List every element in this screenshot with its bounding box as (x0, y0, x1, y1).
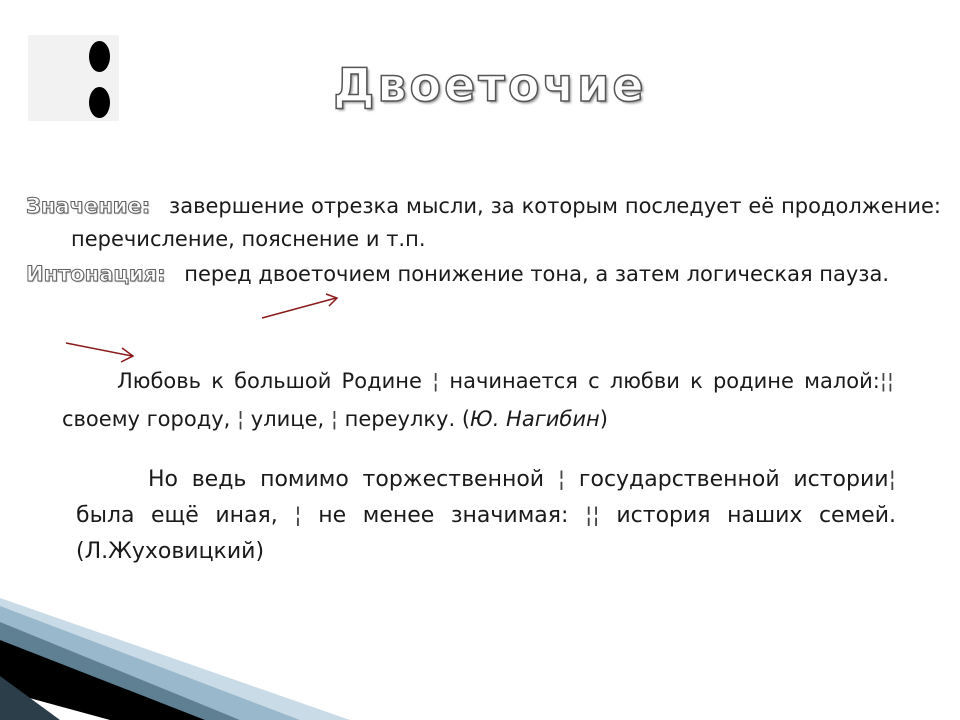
meaning-text: завершение отрезка мысли, за которым последует её продолжение: перечисление, пояснение и т.п. (71, 194, 941, 251)
example1-closing: ) (599, 407, 608, 431)
pause-mark: ¦ (237, 407, 245, 431)
example2-part3: была ещё иная, (76, 503, 278, 528)
example2-part2: государственной истории (578, 467, 889, 492)
pause-mark: ¦ (294, 503, 302, 528)
pause-mark: ¦ (432, 369, 440, 393)
pause-mark-double: ¦¦ (879, 369, 894, 393)
example2-part4: не менее значимая: (318, 503, 569, 528)
example1-part3: своему городу, (62, 407, 231, 431)
example2-part5: история наших семей. (Л.Жуховицкий) (76, 503, 896, 564)
pause-mark: ¦ (330, 407, 338, 431)
example1-part1: Любовь к большой Родине (117, 369, 422, 393)
example2-part1: Но ведь помимо торжественной (148, 467, 545, 492)
intonation-label: Интонация: (26, 262, 166, 286)
example1-author: Ю. Нагибин (470, 407, 600, 431)
example1-part5: переулку. ( (344, 407, 471, 431)
pause-mark: ¦ (557, 467, 566, 492)
meaning-label: Значение: (26, 194, 151, 218)
example1-part4: улице, (250, 407, 325, 431)
example1-part2: начинается с любви к родине малой: (449, 369, 880, 393)
pause-mark: ¦ (888, 467, 896, 492)
intonation-text: перед двоеточием понижение тона, а затем логическая пауза. (184, 262, 890, 286)
pause-mark-double: ¦¦ (585, 503, 600, 528)
slide-title: Двоеточие (333, 58, 647, 112)
